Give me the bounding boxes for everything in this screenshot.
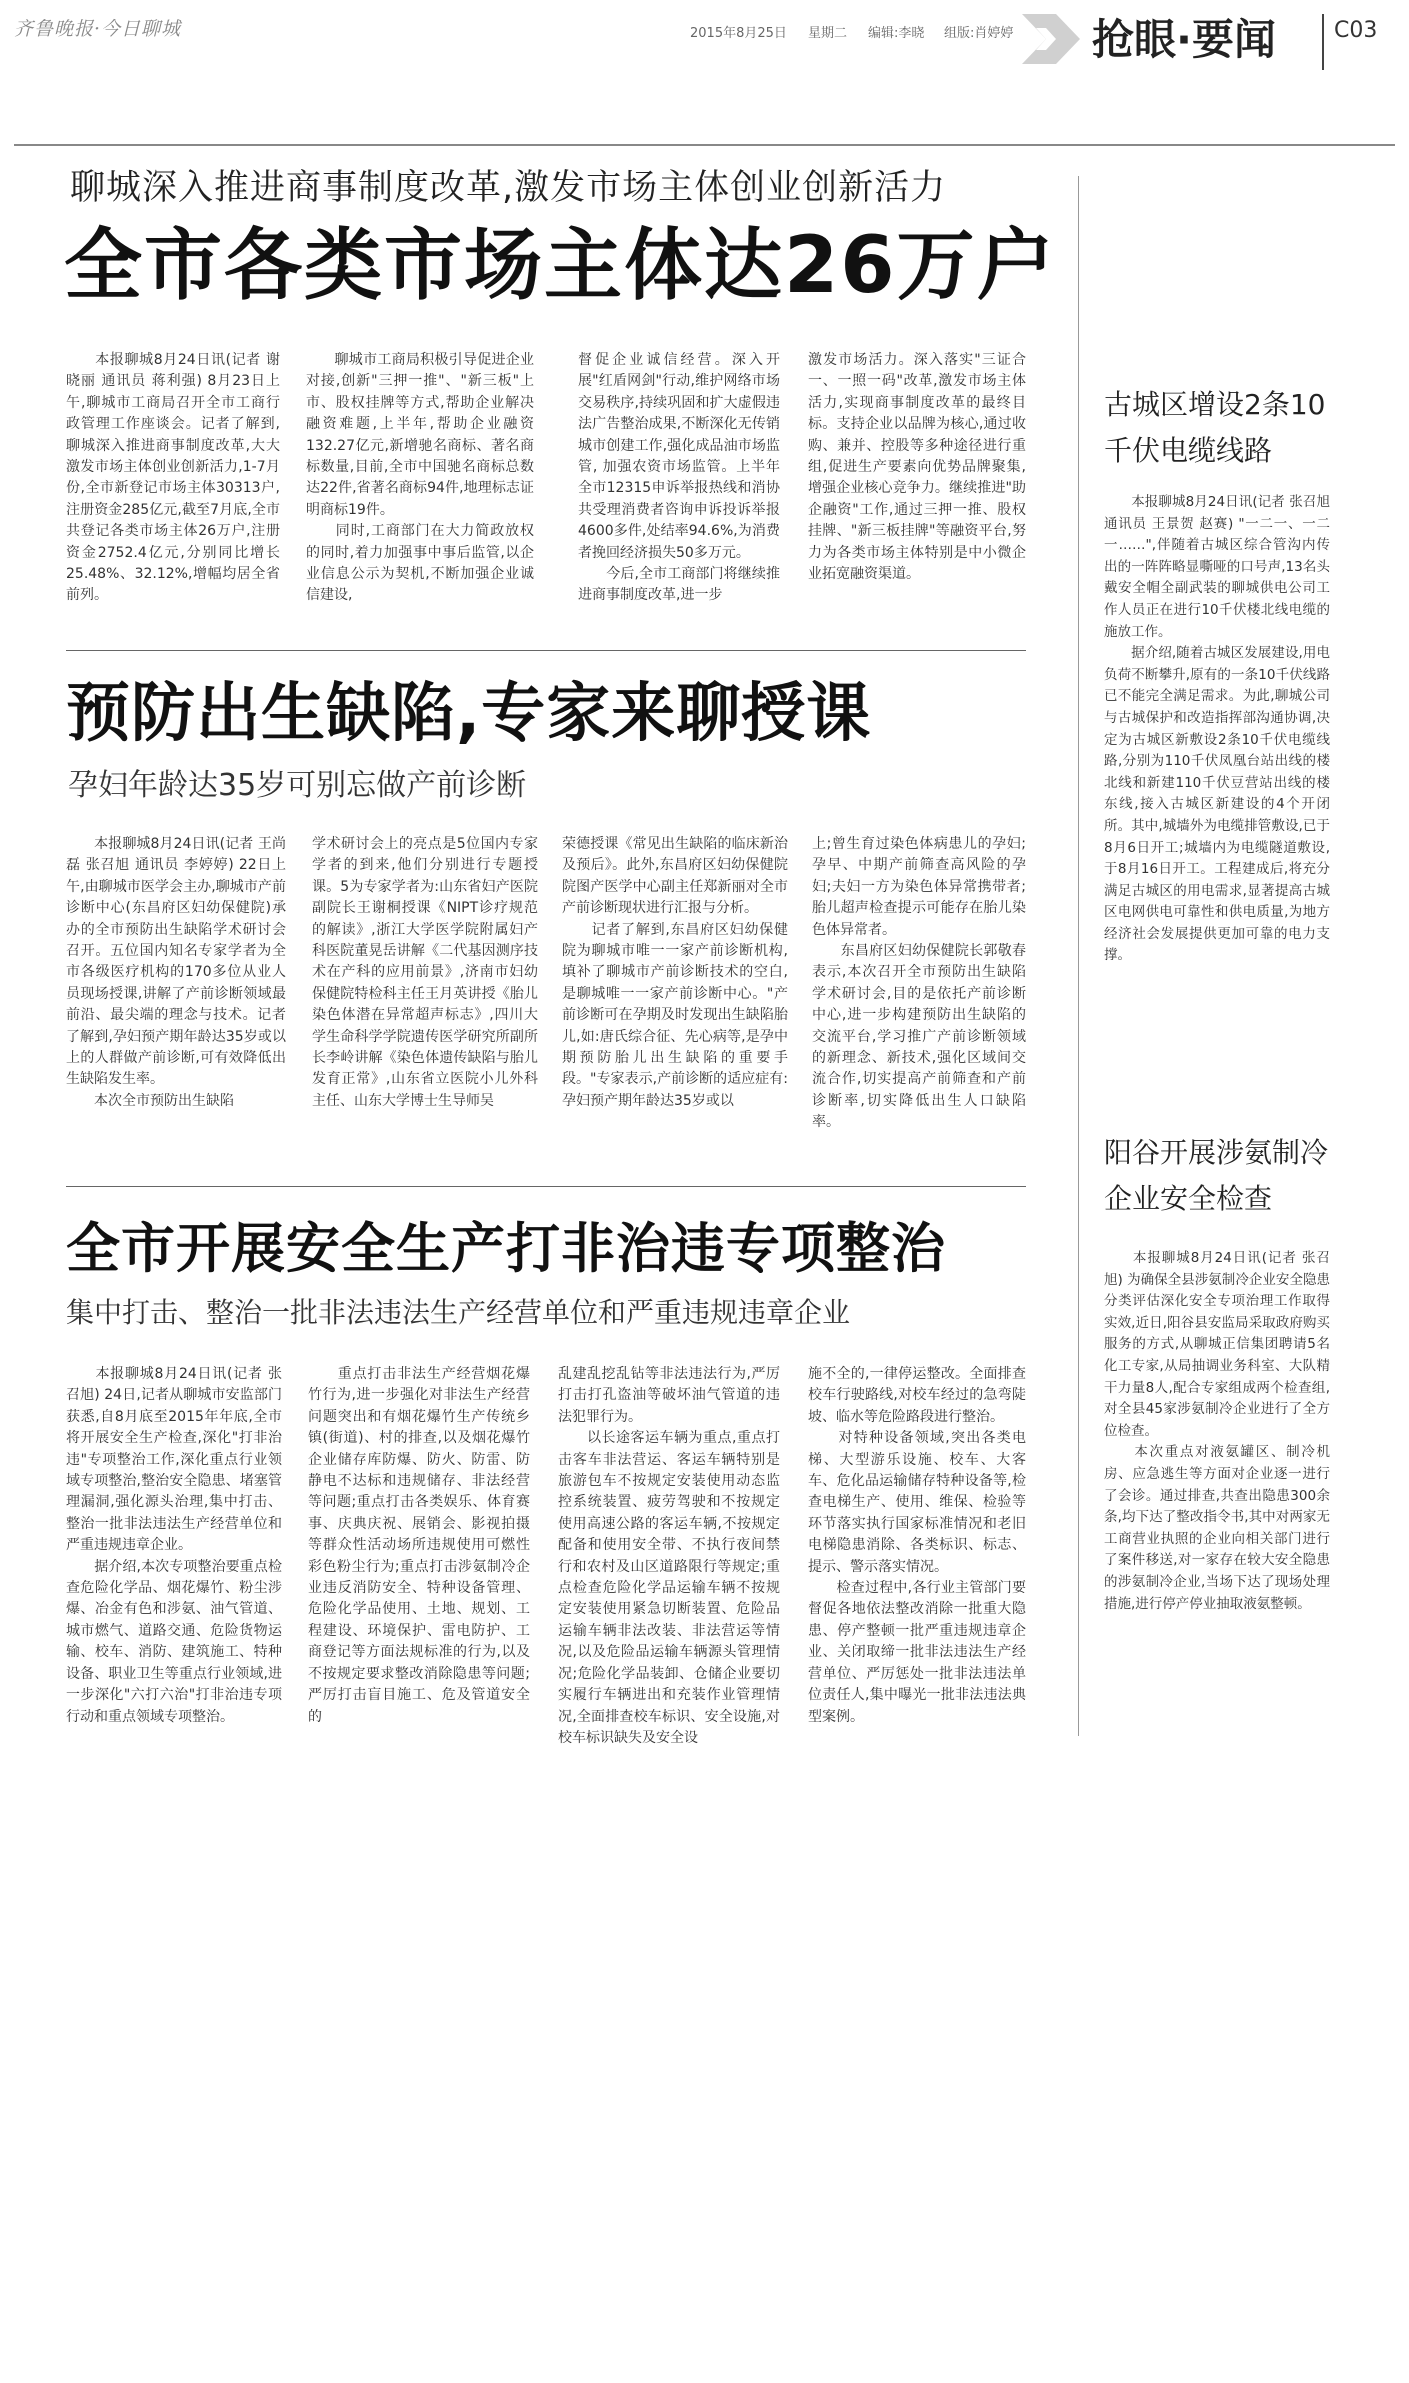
issue-weekday: 星期二	[808, 26, 848, 41]
article1-column-3: 督促企业诚信经营。深入开展"红盾网剑"行动,维护网络市场交易秩序,持续巩固和扩大虚假违法广告整治成果,不断深化无传销城市创建工作,强化成品油市场监管, 加强农资市场监管。上半年全市12315申诉举报热线和消协共受理消费者咨询申诉投诉举报4600多件,处结率94.6%,为消费者挽回经济损失50多万元。 今后,全市工商部门将继续推进商事制度改革,进一步	[578, 352, 780, 604]
chevron-icon	[1022, 14, 1084, 64]
article1-kicker: 聊城深入推进商事制度改革,激发市场主体创业创新活力	[70, 168, 947, 208]
article1-column-2: 聊城市工商局积极引导促进企业对接,创新"三押一推"、"新三板"上市、股权挂牌等方式,帮助企业解决融资难题,上半年,帮助企业融资132.27亿元,新增驰名商标、著名商标数量,目前,全市中国驰名商标总数达22件,省著名商标94件,地理标志证明商标19件。 同时,工商部门在大力简政放权的同时,着力加强事中事后监管,以企业信息公示为契机,不断加强企业诚信建设,	[306, 352, 534, 604]
article2-column-3: 荣德授课《常见出生缺陷的临床新治及预后》。此外,东昌府区妇幼保健院院图产医学中心副主任郑新丽对全市产前诊断现状进行汇报与分析。 记者了解到,东昌府区妇幼保健院为聊城市唯一一家产前诊断机构,填补了聊城市产前诊断技术的空白,是聊城唯一一家产前诊断中心。"产前诊断可在孕期及时发现出生缺陷胎儿,如:唐氏综合征、先心病等,是孕中期预防胎儿出生缺陷的重要手段。"专家表示,产前诊断的适应症有:孕妇预产期年龄达35岁或以	[562, 836, 788, 1109]
side2-headline: 阳谷开展涉氨制冷企业安全检查	[1104, 1136, 1329, 1215]
sidebar-divider	[1078, 176, 1079, 1736]
page-number: C03	[1334, 18, 1378, 43]
article1-column-1: 本报聊城8月24日讯(记者 谢晓丽 通讯员 蒋利强) 8月23日上午,聊城市工商局召开全市工商行政管理工作座谈会。记者了解到,聊城深入推进商事制度改革,大大激发市场主体创业创新活力,1-7月份,全市新登记市场主体30313户,注册资金285亿元,截至7月底,全市共登记各类市场主体26万户,注册资金2752.4亿元,分别同比增长25.48%、32.12%,增幅均居全省前列。	[66, 352, 280, 604]
article1-column-4: 激发市场活力。深入落实"三证合一、一照一码"改革,激发市场主体活力,实现商事制度改革的最终目标。支持企业以品牌为核心,通过收购、兼并、控股等多种途径进行重组,促进生产要素向优势品牌聚集,增强企业核心竞争力。继续推进"助企融资"工作,通过三押一推、股权挂牌、"新三板挂牌"等融资平台,努力为各类市场主体特别是中小微企业拓宽融资渠道。	[808, 352, 1026, 583]
section-title: 抢眼·要闻	[1092, 15, 1276, 64]
article3-column-1: 本报聊城8月24日讯(记者 张召旭) 24日,记者从聊城市安监部门获悉,自8月底至2015年年底,全市将开展安全生产检查,深化"打非治违"专项整治工作,深化重点行业领域专项整治,整治安全隐患、堵塞管理漏洞,强化源头治理,集中打击、整治一批非法违法生产经营单位和严重违规违章企业。 据介绍,本次专项整治要重点检查危险化学品、烟花爆竹、粉尘涉爆、冶金有色和涉氨、油气管道、城市燃气、道路交通、危险货物运输、校车、消防、建筑施工、特种设备、职业卫生等重点行业领域,进一步深化"六打六治"打非治违专项行动和重点领域专项整治。	[66, 1366, 282, 1725]
article2-headline: 预防出生缺陷,专家来聊授课	[66, 677, 872, 751]
article2-column-4: 上;曾生育过染色体病患儿的孕妇;孕早、中期产前筛查高风险的孕妇;夫妇一方为染色体异常携带者;胎儿超声检查提示可能存在胎儿染色体异常者。 东昌府区妇幼保健院长郭敬春表示,本次召开全市预防出生缺陷学术研讨会,目的是依托产前诊断中心,进一步构建预防出生缺陷的交流平台,学习推广产前诊断领域的新理念、新技术,强化区域间交流合作,切实提高产前筛查和产前诊断率,切实降低出生人口缺陷率。	[812, 836, 1026, 1131]
article3-column-4: 施不全的,一律停运整改。全面排查校车行驶路线,对校车经过的急弯陡坡、临水等危险路段进行整治。 对特种设备领域,突出各类电梯、大型游乐设施、校车、大客车、危化品运输储存特种设备等,检查电梯生产、使用、维保、检验等环节落实执行国家标准情况和老旧电梯隐患消除、各类标识、标志、提示、警示落实情况。 检查过程中,各行业主管部门要督促各地依法整改消除一批重大隐患、停产整顿一批严重违规违章企业、关闭取缔一批非法违法生产经营单位、严厉惩处一批非法违法单位责任人,集中曝光一批非法违法典型案例。	[808, 1366, 1026, 1725]
article3-column-3: 乱建乱挖乱钻等非法违法行为,严厉打击打孔盗油等破坏油气管道的违法犯罪行为。 以长途客运车辆为重点,重点打击客车非法营运、客运车辆特别是旅游包车不按规定安装使用动态监控系统装置、疲劳驾驶和不按规定使用高速公路的客运车辆,不按规定配备和使用安全带、不执行夜间禁行和农村及山区道路限行等规定;重点检查危险化学品运输车辆不按规定安装使用紧急切断装置、危险品运输车辆非法改装、非法营运等情况,以及危险品运输车辆源头管理情况;危险化学品装卸、仓储企业要切实履行车辆进出和充装作业管理情况,全面排查校车标识、安全设施,对校车标识缺失及安全设	[558, 1366, 780, 1746]
side1-body: 本报聊城8月24日讯(记者 张召旭 通讯员 王景贺 赵赛) "一二一、一二一……",伴随着古城区综合管沟内传出的一阵阵略显嘶哑的口号声,13名头戴安全帽全副武装的聊城供电公司工作人员正在进行10千伏楼北线电缆的施放工作。 据介绍,随着古城区发展建设,用电负荷不断攀升,原有的一条10千伏线路已不能完全满足需求。为此,聊城公司与古城保护和改造指挥部沟通协调,决定为古城区新敷设2条10千伏电缆线路,分别为110千伏凤凰台站出线的楼北线和新建110千伏豆营站出线的楼东线,接入古城区新建设的4个开闭所。其中,城墙外为电缆排管敷设,已于8月6日开工;城墙内为电缆隧道敷设,于8月16日开工。工程建成后,将充分满足古城区的用电需求,显著提高古城区电网供电可靠性和供电质量,为地方经济社会发展提供更加可靠的电力支撑。	[1104, 494, 1330, 964]
layout-credit: 组版:肖婷婷	[944, 26, 1014, 41]
section-rule-1	[66, 650, 1026, 651]
side2-body: 本报聊城8月24日讯(记者 张召旭) 为确保全县涉氨制冷企业安全隐患分类评估深化安全专项治理工作取得实效,近日,阳谷县安监局采取政府购买服务的方式,从聊城正信集团聘请5名化工专家,从局抽调业务科室、大队精干力量8人,配合专家组成两个检查组,对全县45家涉氨制冷企业进行了全方位检查。 本次重点对液氨罐区、制冷机房、应急逃生等方面对企业逐一进行了会诊。通过排查,共查出隐患300余条,均下达了整改指令书,其中对两家无工商营业执照的企业向相关部门进行了案件移送,对一家存在较大安全隐患的涉氨制冷企业,当场下达了现场处理措施,进行停产停业抽取液氨整顿。	[1104, 1250, 1330, 1612]
section-rule-2	[66, 1186, 1026, 1187]
issue-date: 2015年8月25日	[690, 26, 787, 41]
article1-headline: 全市各类市场主体达26万户	[64, 221, 1057, 311]
article3-subhead: 集中打击、整治一批非法违法生产经营单位和严重违规违章企业	[66, 1296, 851, 1329]
editor-credit: 编辑:李晓	[868, 26, 925, 41]
page-divider	[1322, 14, 1324, 70]
header-rule	[14, 144, 1395, 146]
side1-headline: 古城区增设2条10千伏电缆线路	[1104, 388, 1326, 467]
article3-column-2: 重点打击非法生产经营烟花爆竹行为,进一步强化对非法生产经营问题突出和有烟花爆竹生产传统乡镇(街道)、村的排查,以及烟花爆竹企业储存库防爆、防火、防雷、防静电不达标和违规储存、非法经营等问题;重点打击各类娱乐、体育赛事、庆典庆祝、展销会、影视拍摄等群众性活动场所违规使用可燃性彩色粉尘行为;重点打击涉氨制冷企业违反消防安全、特种设备管理、危险化学品使用、土地、规划、工程建设、环境保护、雷电防护、工商登记等方面法规标准的行为,以及不按规定要求整改消除隐患等问题;严厉打击盲目施工、危及管道安全的	[308, 1366, 530, 1725]
masthead: 齐鲁晚报·今日聊城	[14, 18, 182, 40]
article2-column-2: 学术研讨会上的亮点是5位国内专家学者的到来,他们分别进行专题授课。5为专家学者为:山东省妇产医院副院长王谢桐授课《NIPT诊疗规范的解读》,浙江大学医学院附属妇产科医院董晃岳讲解《二代基因测序技术在产科的应用前景》,济南市妇幼保健院特检科主任王月英讲授《胎儿染色体潜在异常超声标志》,四川大学生命科学学院遗传医学研究所副所长李岭讲解《染色体遗传缺陷与胎儿发育正常》,山东省立医院小儿外科主任、山东大学博士生导师吴	[312, 836, 538, 1109]
article3-headline: 全市开展安全生产打非治违专项整治	[66, 1217, 946, 1280]
article2-column-1: 本报聊城8月24日讯(记者 王尚磊 张召旭 通讯员 李婷婷) 22日上午,由聊城市医学会主办,聊城市产前诊断中心(东昌府区妇幼保健院)承办的全市预防出生缺陷学术研讨会召开。五位国内知名专家学者为全市各级医疗机构的170多位从业人员现场授课,讲解了产前诊断领域最前沿、最尖端的理念与技术。记者了解到,孕妇预产期年龄达35岁或以上的人群做产前诊断,可有效降低出生缺陷发生率。 本次全市预防出生缺陷	[66, 836, 286, 1109]
article2-subhead: 孕妇年龄达35岁可别忘做产前诊断	[68, 768, 527, 803]
